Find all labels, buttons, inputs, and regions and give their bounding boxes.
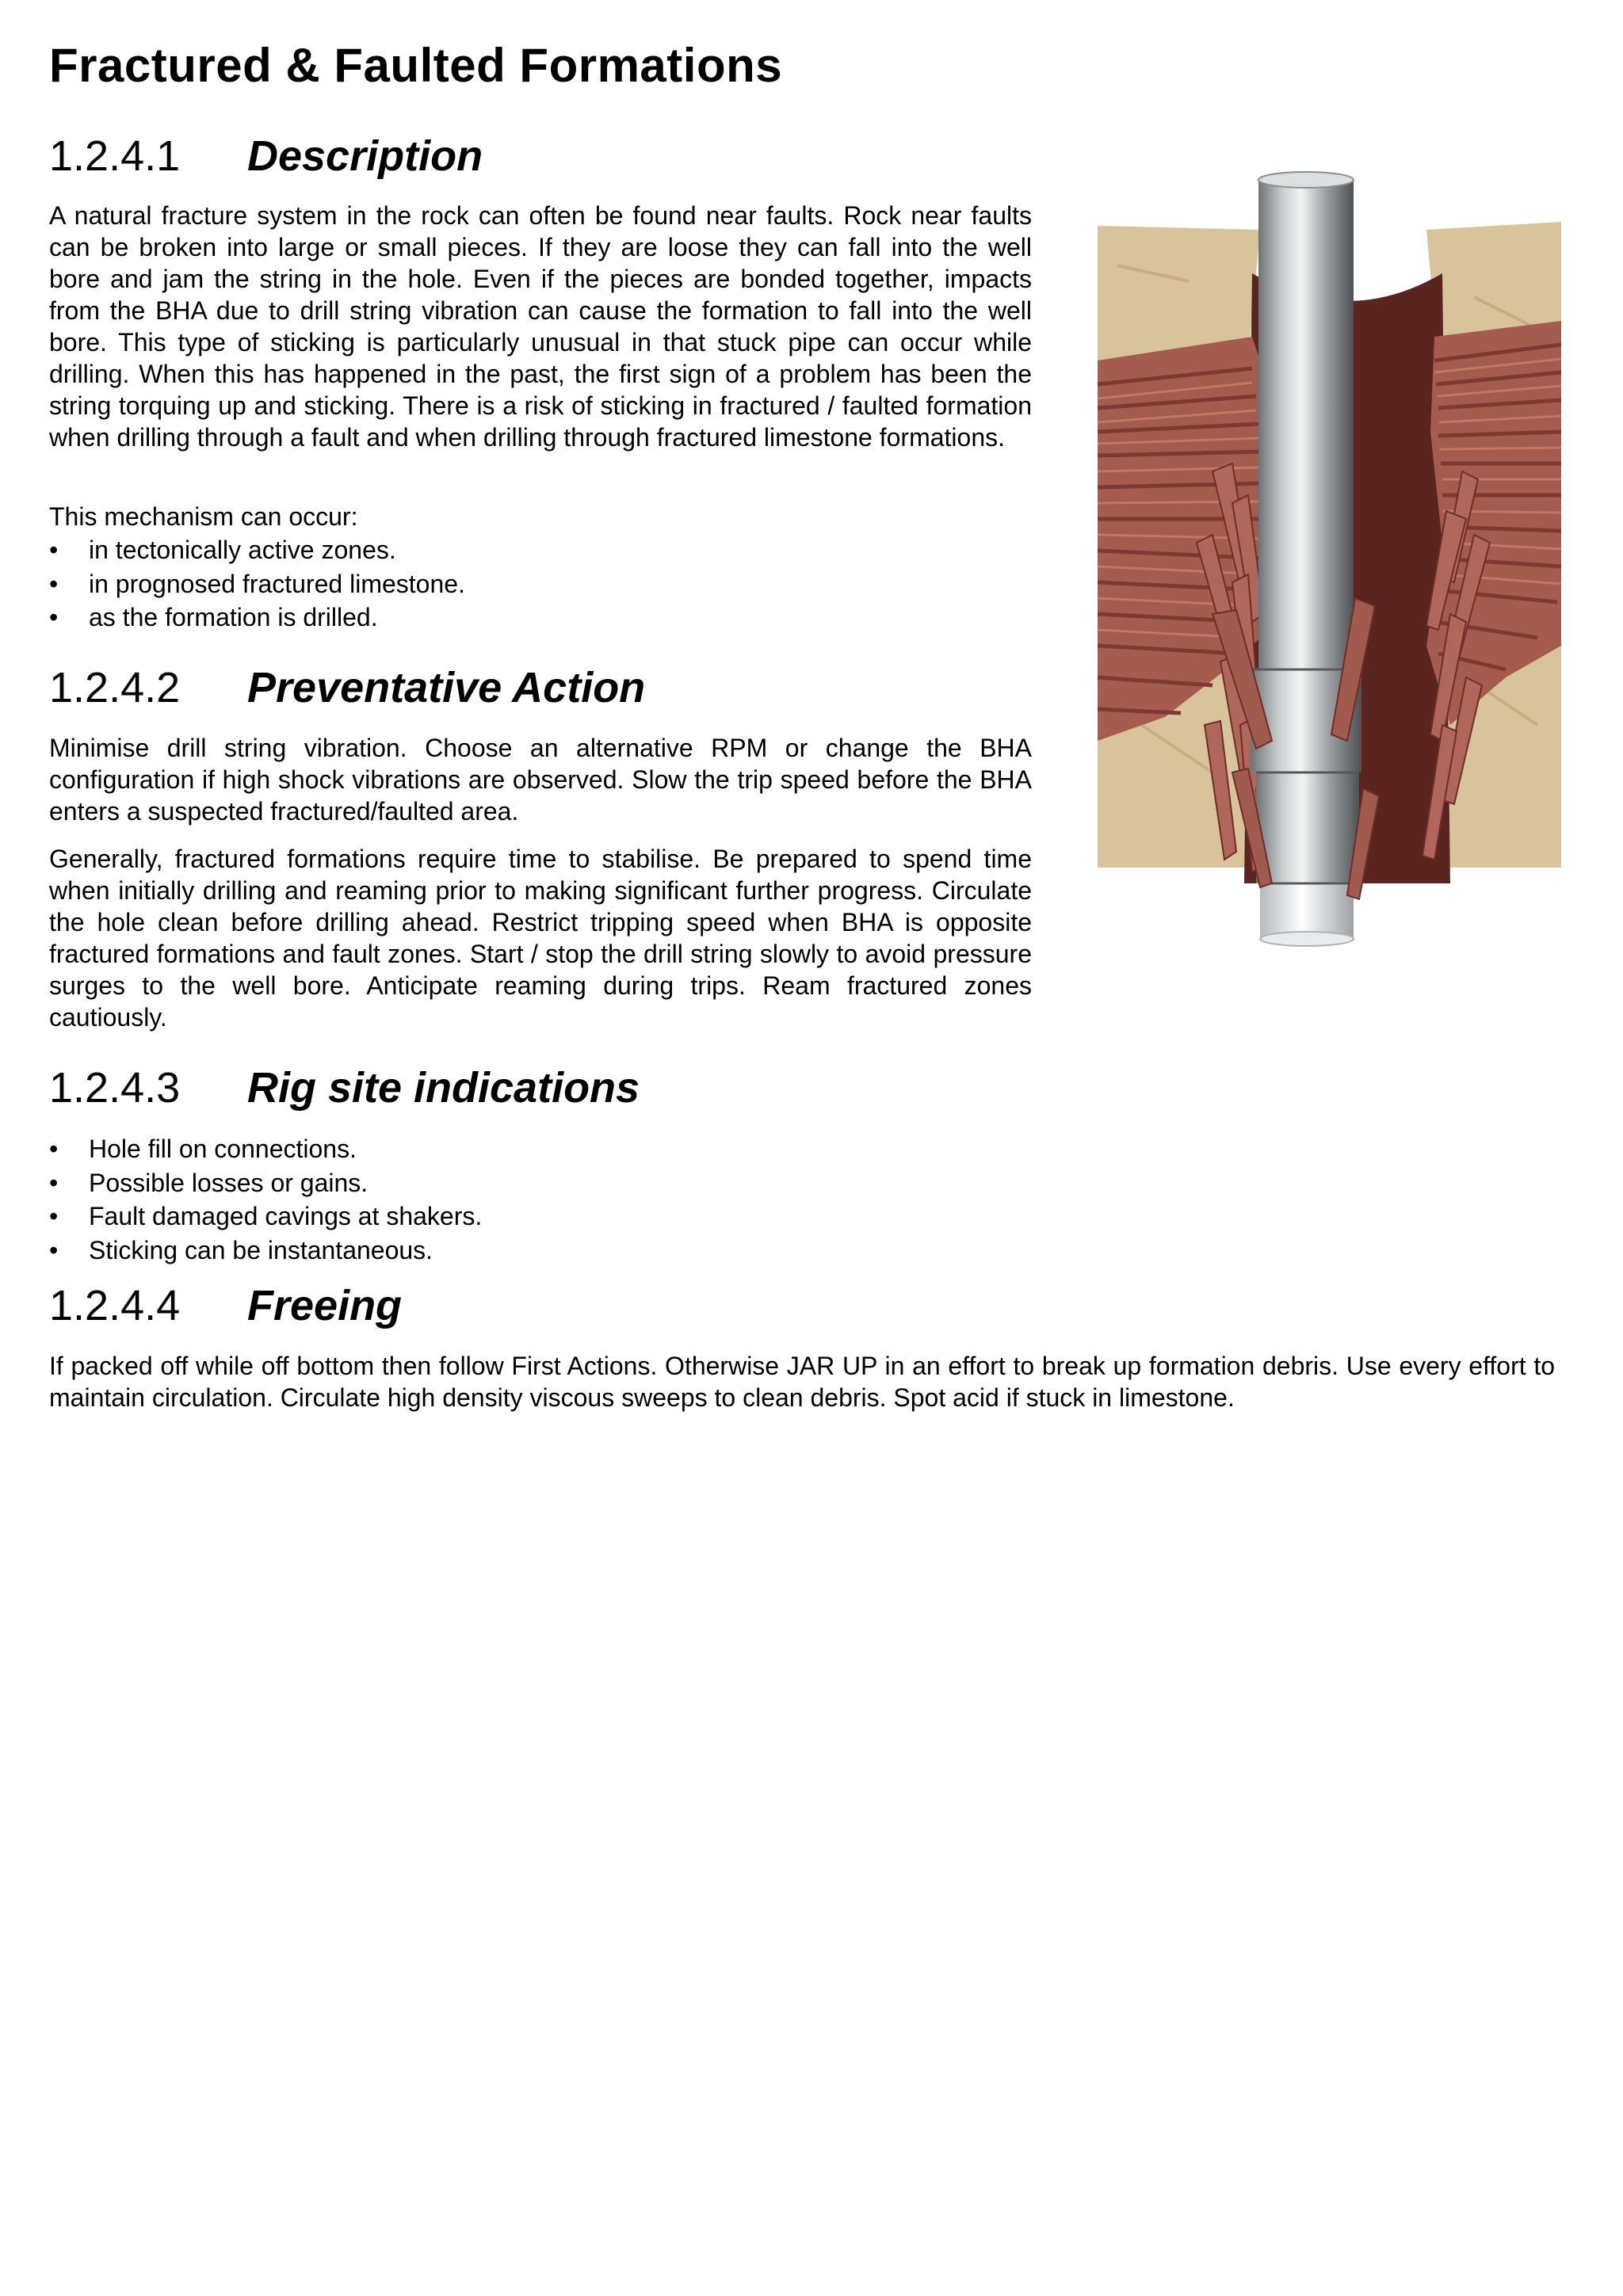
list-item: • in prognosed fractured limestone. [49,567,465,601]
bullet-icon: • [49,1235,59,1264]
section-heading-rig-site-indications [49,1063,640,1112]
bullet-icon: • [49,569,59,598]
list-item: • in tectonically active zones. [49,533,465,567]
drill-pipe [1258,178,1354,669]
section-name: Rig site indications [247,1064,640,1112]
section-number: 1.2.4.4 [49,1282,181,1329]
section-number: 1.2.4.3 [49,1064,181,1112]
fractured-wellbore-illustration [1094,170,1569,1006]
list-item: • Sticking can be instantaneous. [49,1234,482,1268]
list-item: • Fault damaged cavings at shakers. [49,1199,482,1234]
mechanism-intro: This mechanism can occur: [49,502,358,531]
indications-list [49,1132,482,1267]
section-name: Description [247,132,483,180]
bullet-icon: • [49,603,59,631]
section-heading-freeing [49,1281,402,1330]
list-item: • Hole fill on connections. [49,1132,482,1166]
preventative-paragraph-1: Minimise drill string vibration. Choose an alternative RPM or change the BHA configuration if high shock vibrations are observed. Slow the trip speed before the BHA enters a suspected fractured/faulted area. [49,734,1032,826]
mechanism-list [49,533,465,635]
preventative-paragraph-2: Generally, fractured formations require time to stabilise. Be prepared to spend time when initially drilling and reaming prior to making significant further progress. Circulate the hole clean before drilling ahead. Restrict tripping speed when BHA is opposite fractured formations and fault zones. Start / stop the drill string slowly to avoid pressure surges to the well bore. Anticipate reaming during trips. Ream fractured zones cautiously. [49,845,1032,1032]
section-number: 1.2.4.2 [49,664,181,711]
description-paragraph: A natural fracture system in the rock can often be found near faults. Rock near faults can be broken into large or small pieces. If they are loose they can fall into the well bore and jam the string in the hole. Even if the pieces are bonded together, impacts from the BHA due to drill string vibration can cause the formation to fall into the well bore. This type of sticking is particularly unusual in that stuck pipe can occur while drilling. When this has happened in the past, the first sign of a problem has been the string torquing up and sticking. There is a risk of sticking in fractured / faulted formation when drilling through a fault and when drilling through fractured limestone formations. [49,201,1032,452]
section-name: Freeing [247,1282,403,1329]
section-name: Preventative Action [247,664,646,711]
page-title: Fractured & Faulted Formations [49,39,783,92]
list-item: • as the formation is drilled. [49,601,465,635]
section-heading-preventative-action [49,663,645,712]
section-heading-description [49,132,483,181]
bullet-icon: • [49,1202,59,1230]
drill-bit [1260,883,1354,939]
list-item: • Possible losses or gains. [49,1166,482,1200]
section-number: 1.2.4.1 [49,132,181,180]
freeing-paragraph: If packed off while off bottom then follow First Actions. Otherwise JAR UP in an effort to break up formation debris. Use every effort to maintain circulation. Circulate high density viscous sweeps to clean debris. Spot acid if stuck in limestone. [49,1352,1555,1412]
bullet-icon: • [49,536,59,564]
bullet-icon: • [49,1168,59,1197]
bullet-icon: • [49,1135,59,1163]
